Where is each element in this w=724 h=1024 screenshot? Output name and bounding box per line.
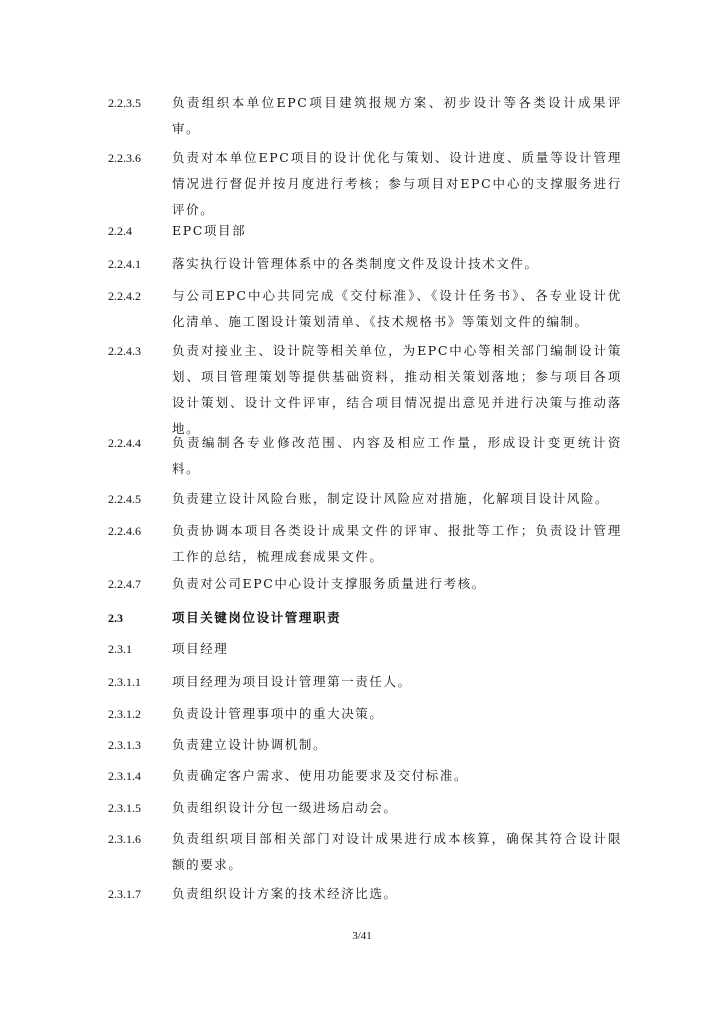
clause-text: 项目经理为项目设计管理第一责任人。 [172, 674, 412, 689]
clause-text: 负责设计管理事项中的重大决策。 [172, 706, 384, 721]
clause-text: 负责对本单位EPC项目的设计优化与策划、设计进度、质量等设计管理情况进行督促并按月度进行考核；参与项目对EPC中心的支撑服务进行评价。 [172, 150, 622, 217]
clause-text: EPC项目部 [172, 223, 247, 238]
clause-number: 2.2.4.6 [108, 524, 141, 538]
clause-text: 负责编制各专业修改范围、内容及相应工作量，形成设计变更统计资料。 [172, 435, 622, 476]
clause-text: 负责对接业主、设计院等相关单位，为EPC中心等相关部门编制设计策划、项目管理策划等提供基础资料，推动相关策划落地；参与项目各项设计策划、设计文件评审，结合项目情况提出意见并进行决策与推动落地。 [172, 343, 622, 436]
page-number: 3/41 [352, 930, 372, 942]
clause-number: 2.3.1.2 [108, 707, 141, 721]
clause-number: 2.3.1.1 [108, 675, 141, 689]
clause-text: 负责对公司EPC中心设计支撑服务质量进行考核。 [172, 576, 486, 591]
section-number: 2.3 [108, 611, 123, 625]
clause-text: 落实执行设计管理体系中的各类制度文件及设计技术文件。 [172, 256, 539, 271]
clause-text: 与公司EPC中心共同完成《交付标准》、《设计任务书》、各专业设计优化清单、施工图设计策划清单、《技术规格书》等策划文件的编制。 [172, 288, 622, 329]
clause-text: 负责确定客户需求、使用功能要求及交付标准。 [172, 768, 469, 783]
clause-text: 负责组织设计分包一级进场启动会。 [172, 800, 398, 815]
clause-number: 2.2.4.4 [108, 436, 141, 450]
clause-text: 负责组织本单位EPC项目建筑报规方案、初步设计等各类设计成果评审。 [172, 95, 622, 136]
clause-number: 2.3.1.7 [108, 887, 141, 901]
clause-text: 负责建立设计风险台账，制定设计风险应对措施，化解项目设计风险。 [172, 491, 610, 506]
section-title: 项目关键岗位设计管理职责 [172, 610, 342, 625]
clause-number: 2.3.1.3 [108, 738, 141, 752]
clause-text: 负责协调本项目各类设计成果文件的评审、报批等工作；负责设计管理工作的总结，梳理成套成果文件。 [172, 523, 622, 564]
clause-text: 项目经理 [172, 641, 229, 656]
clause-number: 2.2.4.5 [108, 492, 141, 506]
clause-number: 2.2.4 [108, 224, 132, 238]
clause-text: 负责组织项目部相关部门对设计成果进行成本核算，确保其符合设计限额的要求。 [172, 831, 622, 872]
clause-number: 2.2.3.5 [108, 96, 141, 110]
clause-number: 2.3.1.6 [108, 832, 141, 846]
clause-number: 2.2.4.1 [108, 257, 141, 271]
clause-number: 2.3.1 [108, 642, 132, 656]
clause-text: 负责建立设计协调机制。 [172, 737, 328, 752]
clause-number: 2.2.3.6 [108, 151, 141, 165]
clause-number: 2.2.4.2 [108, 289, 141, 303]
clause-number: 2.3.1.4 [108, 769, 141, 783]
clause-number: 2.3.1.5 [108, 801, 141, 815]
clause-number: 2.2.4.7 [108, 577, 141, 591]
clause-number: 2.2.4.3 [108, 344, 141, 358]
clause-text: 负责组织设计方案的技术经济比选。 [172, 886, 398, 901]
